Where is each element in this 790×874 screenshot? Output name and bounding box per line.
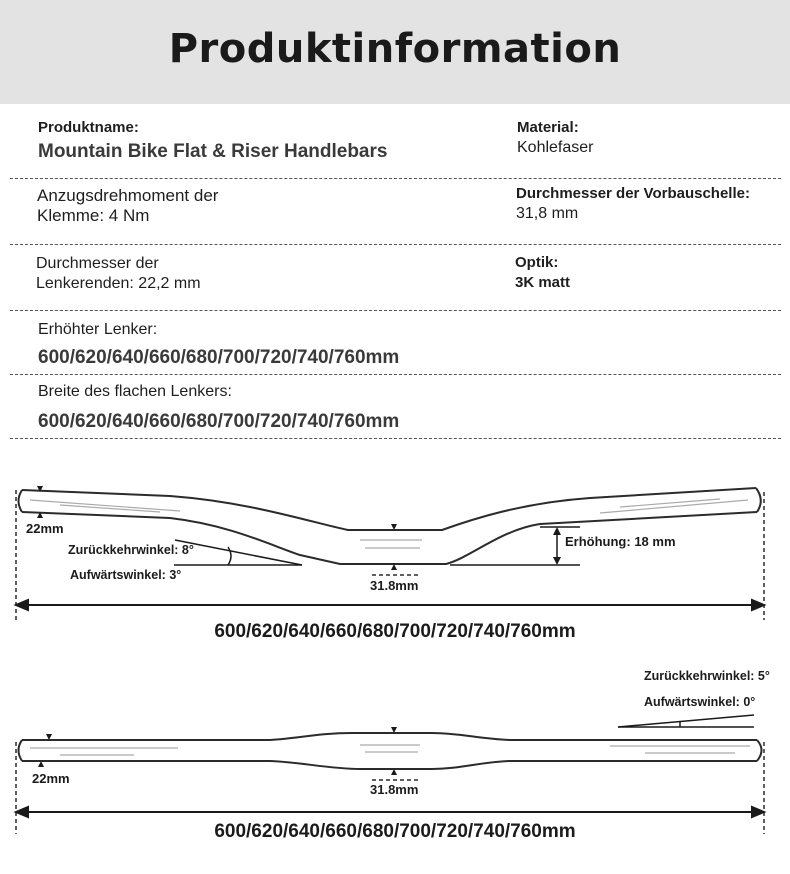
flat-widths-caption: 600/620/640/660/680/700/720/740/760mm [214,821,576,842]
flat-width-label: Breite des flachen Lenkers: [38,383,232,400]
look-label: Optik: [515,254,559,271]
riser-clamp-diameter: 31.8mm [370,578,419,593]
riser-width-label: Erhöhter Lenker: [38,321,158,338]
flat-clamp-diameter: 31.8mm [370,782,419,797]
riser-width-arrow [16,600,764,610]
product-name-value: Mountain Bike Flat & Riser Handlebars [38,141,388,162]
flat-handlebar-drawing [19,733,762,769]
page-title: Produktinformation [168,26,622,72]
torque-line2: Klemme: 4 Nm [37,206,150,225]
flat-angle-indicator [618,715,754,727]
flat-end-diameter: 22mm [32,771,70,786]
stem-clamp-label: Durchmesser der Vorbauschelle: [516,185,750,202]
rise-indicator [450,527,580,565]
riser-width-values: 600/620/640/660/680/700/720/740/760mm [38,347,400,368]
flat-width-arrow [16,807,764,817]
riser-backsweep: Zurückkehrwinkel: 8° [68,543,194,557]
flat-upsweep: Aufwärtswinkel: 0° [644,695,756,709]
bar-ends-line1: Durchmesser der [36,255,159,272]
stem-clamp-value: 31,8 mm [516,205,579,222]
riser-end-diameter: 22mm [26,521,64,536]
flat-width-values: 600/620/640/660/680/700/720/740/760mm [38,411,400,432]
flat-backsweep: Zurückkehrwinkel: 5° [644,669,770,683]
flat-graphics [30,745,750,755]
riser-upsweep: Aufwärtswinkel: 3° [70,568,182,582]
torque-line1: Anzugsdrehmoment der [37,186,219,205]
riser-rise: Erhöhung: 18 mm [565,534,676,549]
product-name-label: Produktname: [38,119,139,136]
material-label: Material: [517,119,579,136]
look-value: 3K matt [515,274,571,291]
material-value: Kohlefaser [517,139,594,156]
riser-widths-caption: 600/620/640/660/680/700/720/740/760mm [214,621,576,642]
bar-ends-line2: Lenkerenden: 22,2 mm [36,275,201,292]
